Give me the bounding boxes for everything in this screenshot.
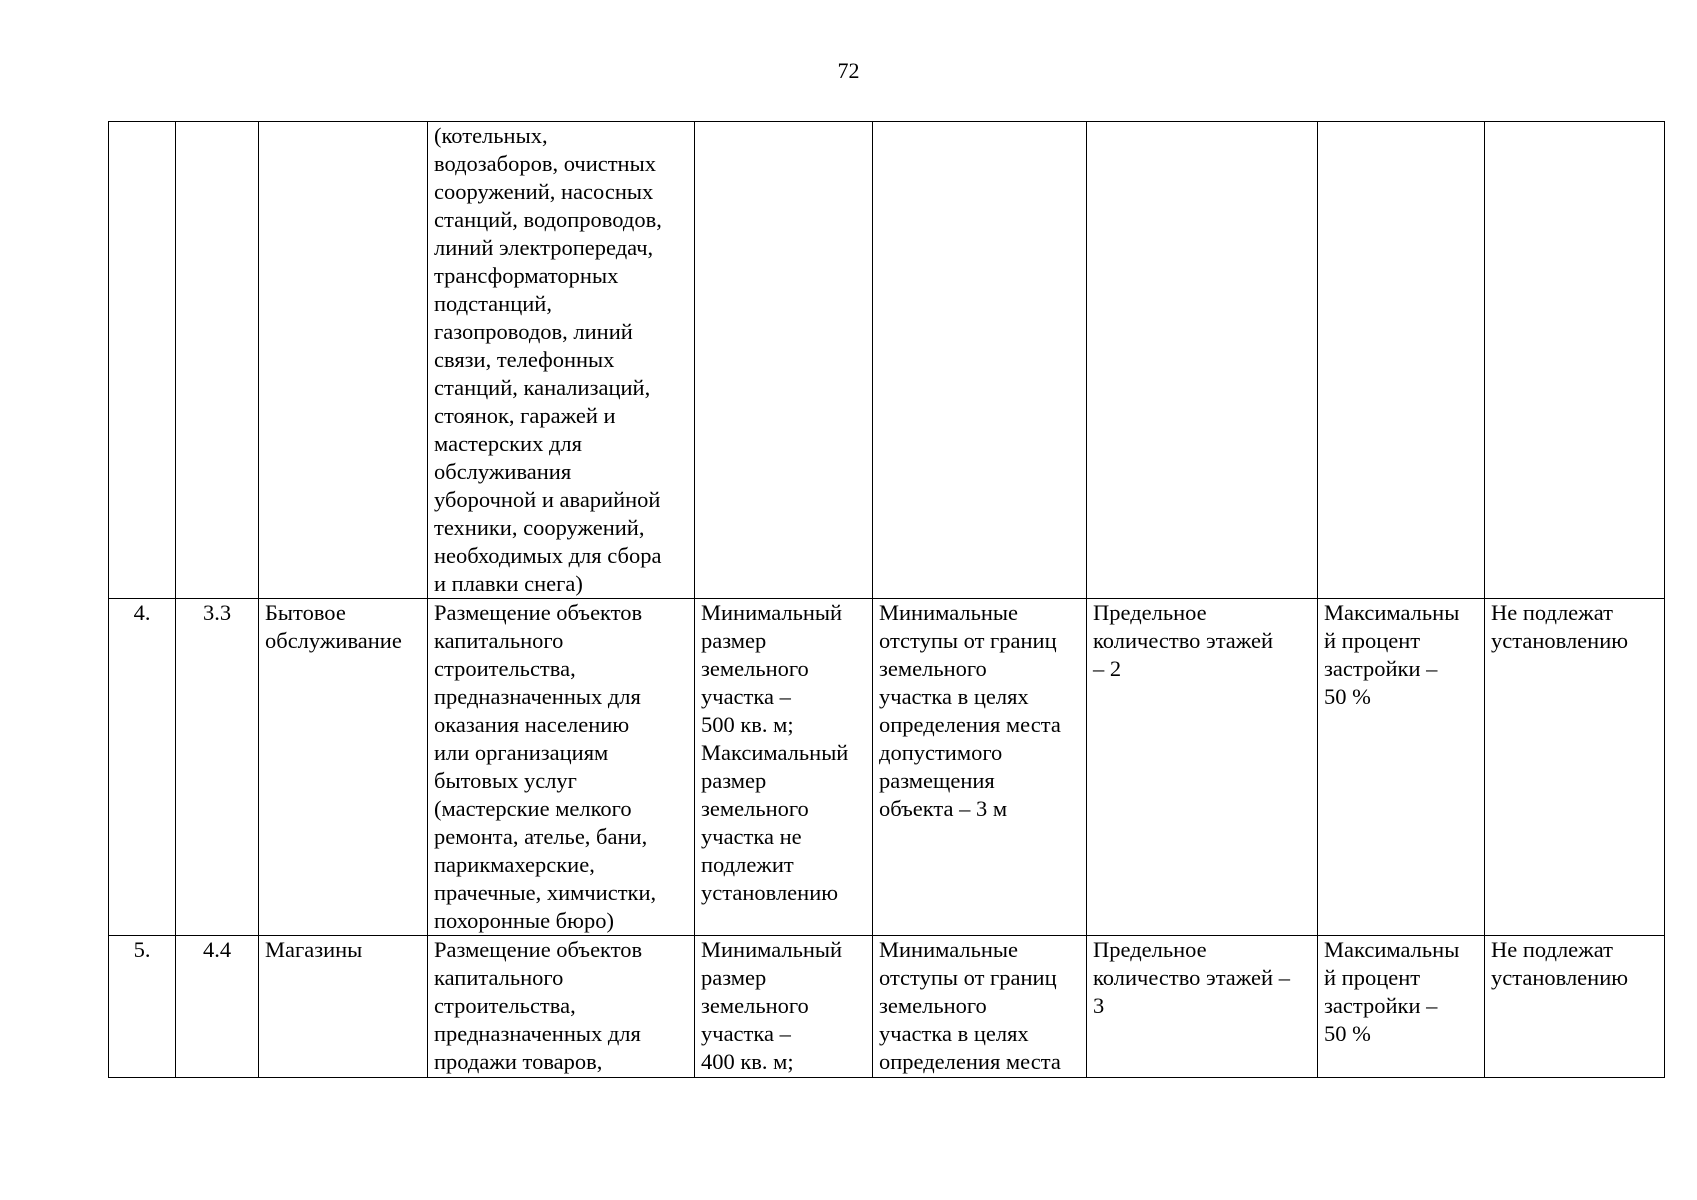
- table-row: [109, 122, 1665, 599]
- cell-other: Не подлежат установлению: [1485, 936, 1665, 1078]
- cell-description: Размещение объектов капитального строительства, предназначенных для продажи товаров,: [428, 936, 695, 1078]
- cell-setbacks: [873, 122, 1087, 599]
- cell-floors: Предельное количество этажей – 3: [1087, 936, 1318, 1078]
- cell-name: [259, 122, 428, 599]
- cell-other: [1485, 122, 1665, 599]
- page-number: 72: [837, 58, 860, 83]
- cell-number: [109, 122, 176, 599]
- cell-code: [176, 122, 259, 599]
- zoning-regulations-table: [108, 121, 1665, 1078]
- cell-setbacks: Минимальные отступы от границ земельного участка в целях определения места допустимого размещения объекта – 3 м: [873, 599, 1087, 936]
- cell-name: Бытовое обслуживание: [259, 599, 428, 936]
- cell-floors: [1087, 122, 1318, 599]
- cell-plot-size: Минимальный размер земельного участка – 400 кв. м;: [695, 936, 873, 1078]
- cell-description: (котельных, водозаборов, очистных сооружений, насосных станций, водопроводов, линий электропередач, трансформаторных подстанций, газопроводов, линий связи, телефонных станций, канализаций, стоянок, гаражей и мастерских для обслуживания уборочной и аварийной техники, сооружений, необходимых для сбора и плавки снега): [428, 122, 695, 599]
- cell-floors: Предельное количество этажей – 2: [1087, 599, 1318, 936]
- cell-coverage: Максимальны й процент застройки – 50 %: [1318, 599, 1485, 936]
- cell-plot-size: Минимальный размер земельного участка – 500 кв. м; Максимальный размер земельного участка не подлежит установлению: [695, 599, 873, 936]
- table-row: [109, 936, 1665, 1078]
- cell-code: 4.4: [176, 936, 259, 1078]
- cell-name: Магазины: [259, 936, 428, 1078]
- cell-coverage: [1318, 122, 1485, 599]
- cell-description: Размещение объектов капитального строительства, предназначенных для оказания населению или организациям бытовых услуг (мастерские мелкого ремонта, ателье, бани, парикмахерские, прачечные, химчистки, похоронные бюро): [428, 599, 695, 936]
- cell-other: Не подлежат установлению: [1485, 599, 1665, 936]
- cell-plot-size: [695, 122, 873, 599]
- cell-number: 4.: [109, 599, 176, 936]
- table-row: [109, 599, 1665, 936]
- cell-setbacks: Минимальные отступы от границ земельного участка в целях определения места: [873, 936, 1087, 1078]
- cell-code: 3.3: [176, 599, 259, 936]
- cell-number: 5.: [109, 936, 176, 1078]
- cell-coverage: Максимальны й процент застройки – 50 %: [1318, 936, 1485, 1078]
